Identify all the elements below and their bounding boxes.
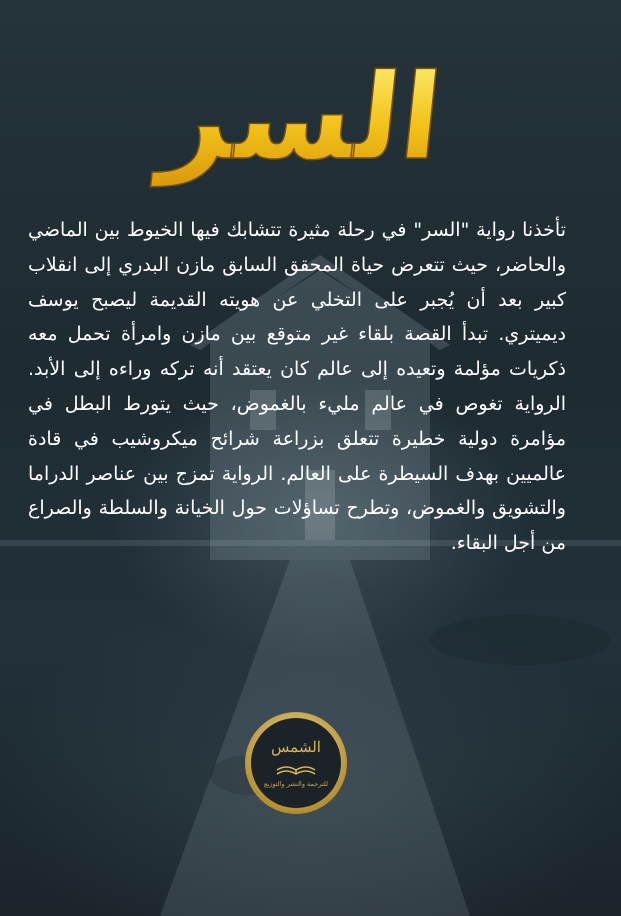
book-description: تأخذنا رواية "السر" في رحلة مثيرة تتشابك فيها الخيوط بين الماضي والحاضر، حيث تتعرض حياة المحقق السابق مازن البدري إلى انقلاب كبير بعد أن يُجبر على التخلي عن هويته القديمة ليصبح يوسف ديميتري. تبدأ القصة بلقاء غير متوقع بين مازن وامرأة تحمل معه ذكريات مؤلمة وتعيده إلى عالم كان يعتقد أنه تركه وراءه إلى الأبد. الرواية تغوص في عالم مليء بالغموض، حيث يتورط البطل في مؤامرة دولية خطيرة تتعلق بزراعة شرائح ميكروشيب في قادة عالميين بهدف السيطرة على العالم. الرواية تمزج بين عناصر الدراما والتشويق والغموض، وتطرح تساؤلات حول الخيانة والسلطة والصراع من أجل البقاء. <box>28 219 566 555</box>
logo-name: الشمس <box>271 738 321 756</box>
publisher-logo <box>243 710 349 816</box>
shore-rock <box>430 615 610 665</box>
book-title <box>0 40 621 220</box>
title-text: السر <box>155 48 449 186</box>
logo-tagline: للترجمة والنشر والتوزيع <box>264 780 328 788</box>
logo-inner <box>251 718 341 808</box>
